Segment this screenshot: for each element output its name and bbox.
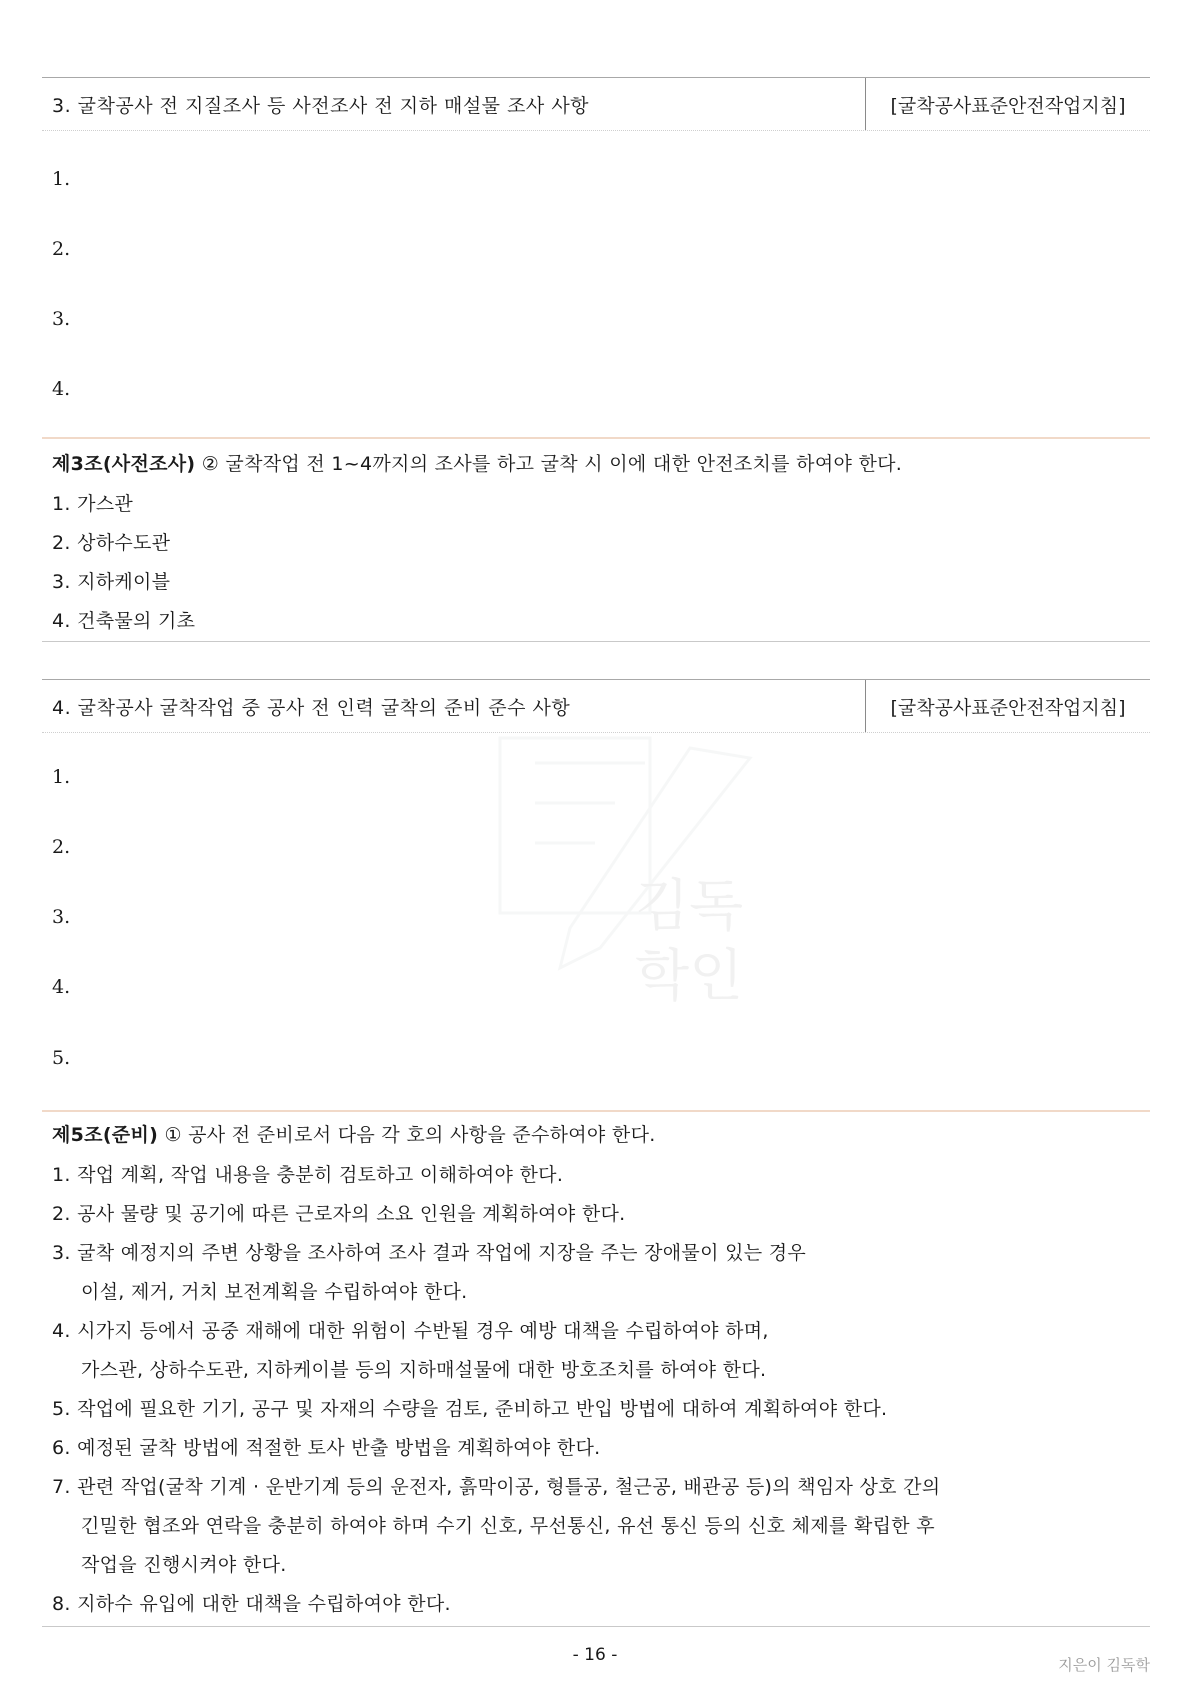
question-4-source: [굴착공사표준안전작업지침] xyxy=(865,680,1150,732)
answer-3-box xyxy=(42,437,1150,642)
author-credit: 지은이 김독학 xyxy=(1058,1656,1150,1674)
answer-3-item: 4. 건축물의 기초 xyxy=(52,610,196,632)
answer-4-line: 6. 예정된 굴착 방법에 적절한 토사 반출 방법을 계획하여야 한다. xyxy=(52,1437,601,1459)
answer-4-line: 이설, 제거, 거치 보전계획을 수립하여야 한다. xyxy=(81,1281,468,1303)
blank-line-1: 1. xyxy=(52,766,71,788)
answer-3-article xyxy=(52,449,902,476)
answer-3-item: 1. 가스관 xyxy=(52,493,134,515)
question-3-header xyxy=(42,77,1150,131)
answer-4-line: 7. 관련 작업(굴착 기계 · 운반기계 등의 운전자, 흙막이공, 형틀공, 철근공, 배관공 등)의 책임자 상호 간의 xyxy=(52,1476,941,1498)
answer-4-box xyxy=(42,1110,1150,1627)
answer-3-item: 3. 지하케이블 xyxy=(52,571,171,593)
answer-4-line: 가스관, 상하수도관, 지하케이블 등의 지하매설물에 대한 방호조치를 하여야 한다. xyxy=(81,1359,767,1381)
article-label: 제5조(준비) xyxy=(52,1124,159,1146)
answer-3-item: 2. 상하수도관 xyxy=(52,532,171,554)
blank-line-4: 4. xyxy=(52,976,71,998)
question-3-source: [굴착공사표준안전작업지침] xyxy=(865,78,1150,130)
answer-4-line: 5. 작업에 필요한 기기, 공구 및 자재의 수량을 검토, 준비하고 반입 방법에 대하여 계획하여야 한다. xyxy=(52,1398,888,1420)
article-label: 제3조(사전조사) xyxy=(52,453,196,475)
answer-4-line: 3. 굴착 예정지의 주변 상황을 조사하여 조사 결과 작업에 지장을 주는 장애물이 있는 경우 xyxy=(52,1242,807,1264)
article-text: ① 공사 전 준비로서 다음 각 호의 사항을 준수하여야 한다. xyxy=(158,1124,656,1146)
article-text: ② 굴착작업 전 1~4까지의 조사를 하고 굴착 시 이에 대한 안전조치를 하여야 한다. xyxy=(195,453,903,475)
watermark-text: 김독 학인 xyxy=(635,874,744,1009)
watermark-logo-icon xyxy=(460,718,780,1058)
blank-line-3: 3. xyxy=(52,308,71,330)
question-4-title: 4. 굴착공사 굴착작업 중 공사 전 인력 굴착의 준비 준수 사항 xyxy=(52,696,571,719)
blank-line-1: 1. xyxy=(52,168,71,190)
blank-line-3: 3. xyxy=(52,906,71,928)
answer-4-line: 2. 공사 물량 및 공기에 따른 근로자의 소요 인원을 계획하여야 한다. xyxy=(52,1203,626,1225)
page-number: - 16 - xyxy=(572,1645,618,1665)
answer-4-line: 작업을 진행시켜야 한다. xyxy=(81,1554,287,1576)
question-4-header xyxy=(42,679,1150,733)
answer-4-line: 4. 시가지 등에서 공중 재해에 대한 위험이 수반될 경우 예방 대책을 수립하여야 하며, xyxy=(52,1320,769,1342)
blank-line-2: 2. xyxy=(52,238,71,260)
question-3-title: 3. 굴착공사 전 지질조사 등 사전조사 전 지하 매설물 조사 사항 xyxy=(52,94,590,117)
answer-4-line: 긴밀한 협조와 연락을 충분히 하여야 하며 수기 신호, 무선통신, 유선 통신 등의 신호 체제를 확립한 후 xyxy=(81,1515,935,1537)
blank-line-5: 5. xyxy=(52,1047,71,1069)
blank-line-4: 4. xyxy=(52,378,71,400)
answer-4-line: 8. 지하수 유입에 대한 대책을 수립하여야 한다. xyxy=(52,1593,451,1615)
answer-4-line: 1. 작업 계획, 작업 내용을 충분히 검토하고 이해하여야 한다. xyxy=(52,1164,564,1186)
answer-4-article xyxy=(52,1120,656,1147)
blank-line-2: 2. xyxy=(52,836,71,858)
